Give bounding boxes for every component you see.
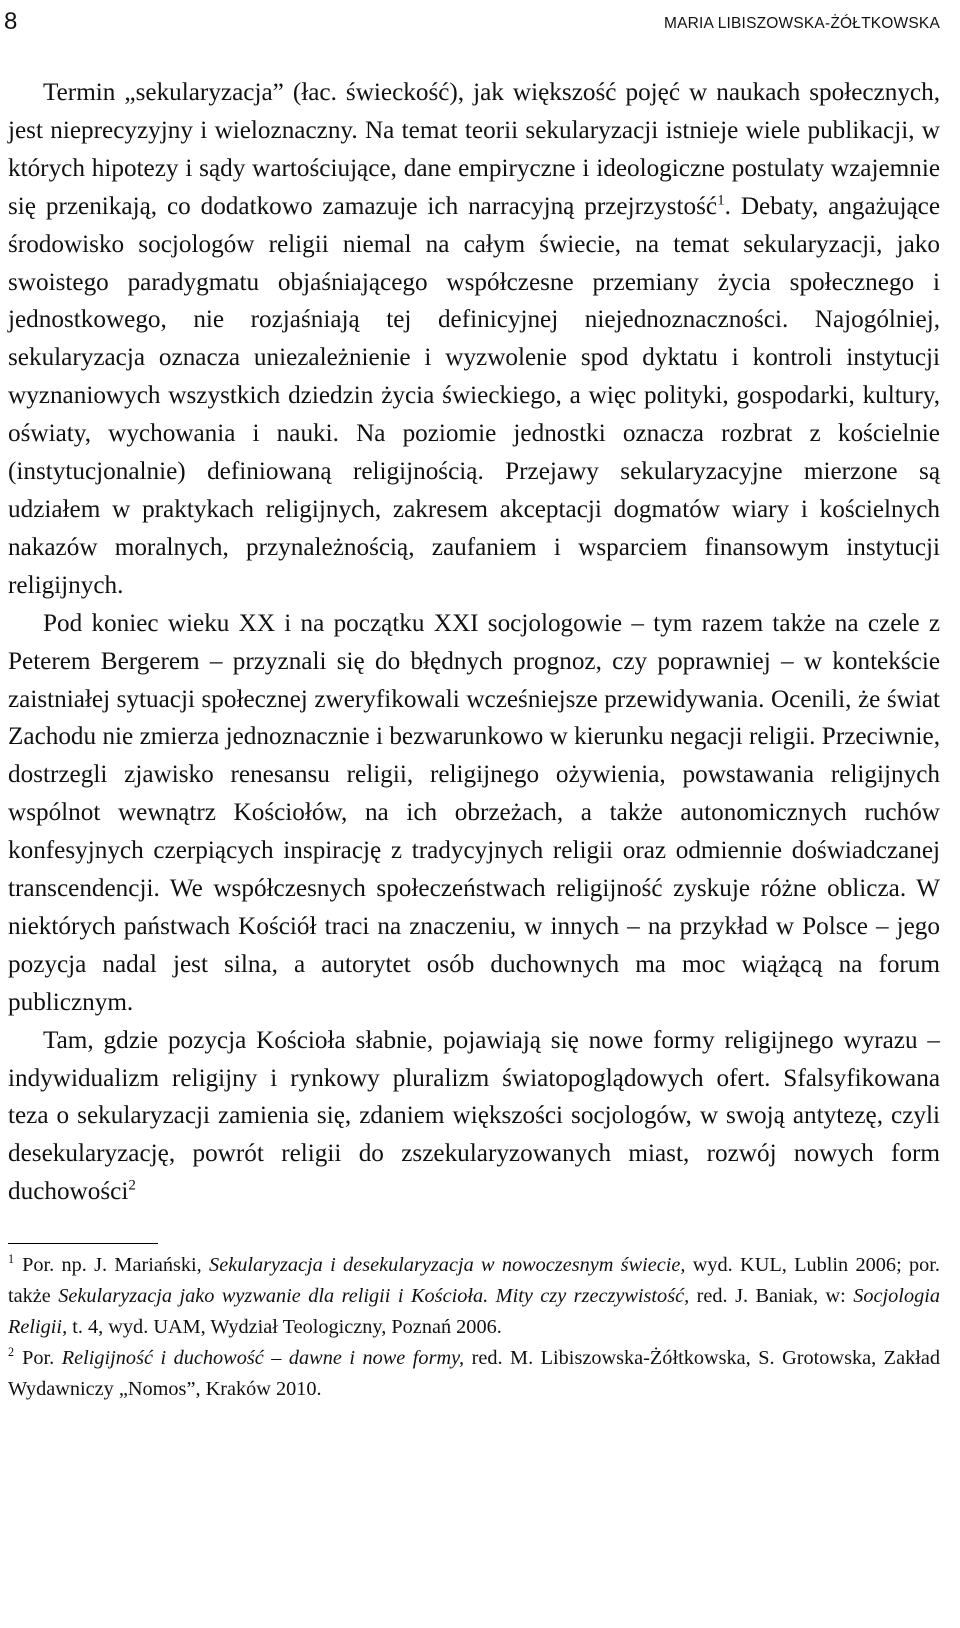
footnote-2-text-2: red. M. Libiszowska-Żółtkowska, S. Grotowska, Zakład Wydawniczy „Nomos”, Kraków 2010. [8, 1347, 940, 1401]
paragraph-3-text: Tam, gdzie pozycja Kościoła słabnie, pojawiają się nowe formy religijnego wyrazu – indywidualizm religijny i rynkowy pluralizm światopoglądowych ofert. Sfalsyfikowana teza o sekularyzacji zamienia się, zdaniem większości socjologów, w swoją antytezę, czyli desekularyzację, powrót religii do zszekularyzowanych miast, rozwój nowych form duchowości [8, 1026, 940, 1206]
paragraph-3 [8, 1022, 940, 1212]
running-header [4, 0, 940, 35]
footnote-1-text-2: wyd. KUL, Lublin 2006; por. także [8, 1254, 940, 1308]
paragraph-2: Pod koniec wieku XX i na początku XXI socjologowie – tym razem także na czele z Peterem Bergerem – przyznali się do błędnych prognoz, czy poprawniej – w kontekście zaistniałej sytuacji społecznej zweryfikowali wcześniejsze przewidywania. Ocenili, że świat Zachodu nie zmierza jednoznacznie i bezwarunkowo w kierunku negacji religii. Przeciwnie, dostrzegli zjawisko renesansu religii, religijnego ożywienia, powstawania religijnych wspólnot wewnątrz Kościołów, na ich obrzeżach, a także autonomicznych ruchów konfesyjnych czerpiących inspirację z tradycyjnych religii oraz odmiennie doświadczanej transcendencji. We współczesnych społeczeństwach religijność zyskuje różne oblicza. W niektórych państwach Kościół traci na znaczeniu, w innych – na przykład w Polsce – jego pozycja nadal jest silna, a autorytet osób duchownych ma moc wiążącą na forum publicznym. [8, 609, 940, 1016]
footnote-ref-2[interactable]: 2 [128, 1177, 136, 1194]
footnote-1-title-2: Sekularyzacja jako wyzwanie dla religii i Kościoła. Mity czy rzeczywistość, [58, 1285, 690, 1308]
page-number: 8 [4, 8, 18, 35]
footnote-2-text-1: Por. [22, 1347, 62, 1370]
body-text [8, 74, 940, 1211]
footnote-divider [8, 1243, 158, 1244]
footnote-1-text-3: red. J. Baniak, w: [689, 1285, 854, 1308]
paragraph-1 [8, 74, 940, 605]
footnote-2-title-1: Religijność i duchowość – dawne i nowe formy, [61, 1347, 465, 1370]
paragraph-1-text-a: Termin „sekularyzacja” (łac. świeckość), jak większość pojęć w naukach społecznych, jest nieprecyzyjny i wieloznaczny. Na temat teorii sekularyzacji istnieje wiele publikacji, w których hipotezy i sądy wartościujące, dane empiryczne i ideologiczne postulaty wzajemnie się przenikają, co dodatkowo zamazuje ich narracyjną przejrzystość [8, 79, 940, 220]
running-author-title: MARIA LIBISZOWSKA-ŻÓŁTKOWSKA [663, 15, 940, 32]
footnote-ref-1[interactable]: 1 [717, 192, 725, 209]
footnote-1-title-1: Sekularyzacja i desekularyzacja w nowoczesnym świecie, [209, 1254, 686, 1277]
footnote-1-text-4: t. 4, wyd. UAM, Wydział Teologiczny, Poznań 2006. [67, 1316, 502, 1339]
footnote-1 [8, 1250, 940, 1343]
footnote-2-number: 2 [8, 1345, 15, 1360]
footnote-1-text-1: Por. np. J. Mariański, [22, 1254, 210, 1277]
footnote-1-title-3: Socjologia Religii, [8, 1285, 940, 1339]
footnotes [8, 1250, 940, 1405]
paragraph-1-text-b: . Debaty, angażujące środowisko socjologów religii niemal na całym świecie, na temat sekularyzacji, jako swoistego paradygmatu objaśniającego współczesne przemiany życia społecznego i jednostkowego, nie rozjaśniają tej definicyjnej niejednoznaczności. Najogólniej, sekularyzacja oznacza uniezależnienie i wyzwolenie spod dyktatu i kontroli instytucji wyznaniowych wszystkich dziedzin życia świeckiego, a więc polityki, gospodarki, kultury, oświaty, wychowania i nauki. Na poziomie jednostki oznacza rozbrat z kościelnie (instytucjonalnie) definiowaną religijnością. Przejawy sekularyzacyjne mierzone są udziałem w praktykach religijnych, zakresem akceptacji dogmatów wiary i kościelnych nakazów moralnych, przynależnością, zaufaniem i wsparciem finansowym instytucji religijnych. [8, 192, 941, 599]
footnote-2 [8, 1343, 940, 1405]
footnote-1-number: 1 [8, 1252, 15, 1267]
